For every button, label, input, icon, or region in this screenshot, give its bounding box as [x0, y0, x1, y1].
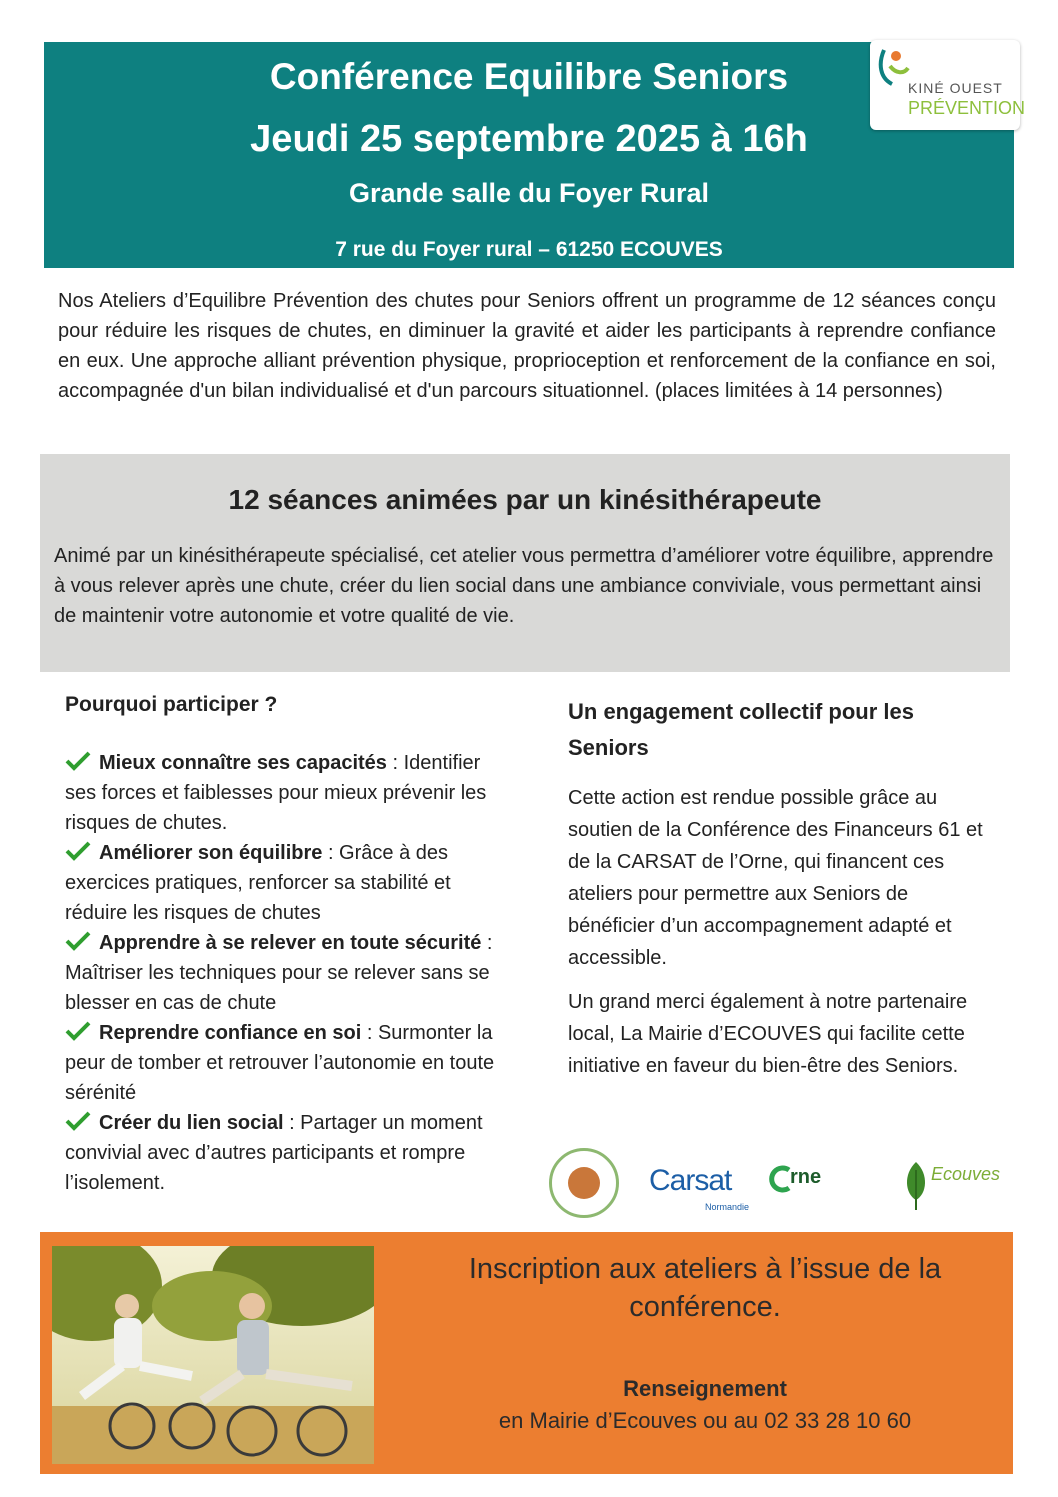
conference-address: 7 rue du Foyer rural – 61250 ECOUVES	[335, 238, 723, 261]
info-heading: Renseignement	[623, 1376, 787, 1401]
kine-logo-icon	[876, 44, 912, 94]
why-item-bold: Mieux connaître ses capacités	[99, 752, 387, 774]
why-item	[65, 928, 505, 1018]
conference-title: Conférence Equilibre Seniors	[269, 56, 789, 97]
why-item	[65, 838, 505, 928]
registration-text: Inscription aux ateliers à l’issue de la conférence.	[468, 1253, 942, 1323]
checkmark-icon	[65, 931, 91, 951]
leaf-icon	[901, 1160, 931, 1212]
why-item-text: : Identifier ses forces et faiblesses pour mieux prévenir les risques de chutes.	[65, 752, 487, 834]
why-item-text: : Partager un moment convivial avec d’autres participants et rompre l’isolement.	[65, 1112, 483, 1194]
kine-ouest-prevention-logo	[870, 40, 1026, 130]
engagement-section	[568, 694, 998, 1094]
carsat-logo-sub: Normandie	[705, 1202, 750, 1212]
why-item	[65, 1108, 505, 1198]
why-item-bold: Reprendre confiance en soi	[99, 1022, 362, 1044]
conference-date: Jeudi 25 septembre 2025 à 16h	[250, 118, 808, 160]
checkmark-icon	[65, 841, 91, 861]
checkmark-icon	[65, 1111, 91, 1131]
why-item-text: : Grâce à des exercices pratiques, renforcer sa stabilité et réduire les risques de chutes	[65, 842, 451, 924]
checkmark-icon	[65, 751, 91, 771]
why-participate-section	[65, 690, 505, 1198]
checkmark-icon	[65, 1021, 91, 1041]
why-title: Pourquoi participer ?	[65, 693, 278, 716]
engagement-title: Un engagement collectif pour les Seniors	[568, 699, 914, 760]
sessions-title: 12 séances animées par un kinésithérapeute	[228, 484, 822, 515]
sessions-text: Animé par un kinésithérapeute spécialisé, cet atelier vous permettra d’améliorer votre équilibre, apprendre à vous relever après une chute, créer du lien social dans une ambiance conviviale, vous permettant ainsi de maintenir votre autonomie et votre qualité de vie.	[54, 545, 994, 627]
carsat-logo: Carsat	[649, 1164, 732, 1197]
seniors-cycling-photo	[52, 1246, 374, 1464]
logo-line2: PRÉVENTION	[908, 98, 1026, 118]
logo-line1: KINÉ OUEST	[908, 80, 1003, 96]
registration-banner	[40, 1232, 1013, 1474]
why-item-bold: Apprendre à se relever en toute sécurité	[99, 932, 482, 954]
contact-info: en Mairie d’Ecouves ou au 02 33 28 10 60	[498, 1408, 912, 1433]
header-banner	[44, 42, 1014, 268]
why-item	[65, 748, 505, 838]
conference-venue: Grande salle du Foyer Rural	[348, 178, 710, 208]
why-item-bold: Améliorer son équilibre	[99, 842, 323, 864]
orne-logo: rne	[790, 1166, 822, 1188]
why-item-text: : Surmonter la peur de tomber et retrouver l’autonomie en toute sérénité	[65, 1022, 495, 1104]
sessions-box	[40, 454, 1010, 672]
why-item	[65, 1018, 505, 1108]
conference-financeurs-logo	[549, 1148, 619, 1218]
engagement-paragraph-1: Cette action est rendue possible grâce au soutien de la Conférence des Financeurs 61 et de la CARSAT de l’Orne, qui financent ces ateliers pour permettre aux Seniors de bénéficier d’un accompagnement adapté et accessible.	[568, 787, 983, 969]
ecouves-logo: Ecouves	[931, 1164, 1001, 1184]
engagement-paragraph-2: Un grand merci également à notre partenaire local, La Mairie d’ECOUVES qui facilite cette initiative en faveur du bien-être des Seniors.	[568, 991, 968, 1077]
why-item-bold: Créer du lien social	[99, 1112, 284, 1134]
why-item-text: : Maîtriser les techniques pour se relever sans se blesser en cas de chute	[65, 932, 493, 1014]
partner-logos	[545, 1146, 1005, 1222]
intro-paragraph: Nos Ateliers d’Equilibre Prévention des chutes pour Seniors offrent un programme de 12 séances conçu pour réduire les risques de chutes, en diminuer la gravité et aider les participants à reprendre confiance en eux. Une approche alliant prévention physique, proprioception et renforcement de la confiance en soi, accompagnée d'un bilan individualisé et d'un parcours situationnel. (places limitées à 14 personnes)	[58, 290, 996, 402]
